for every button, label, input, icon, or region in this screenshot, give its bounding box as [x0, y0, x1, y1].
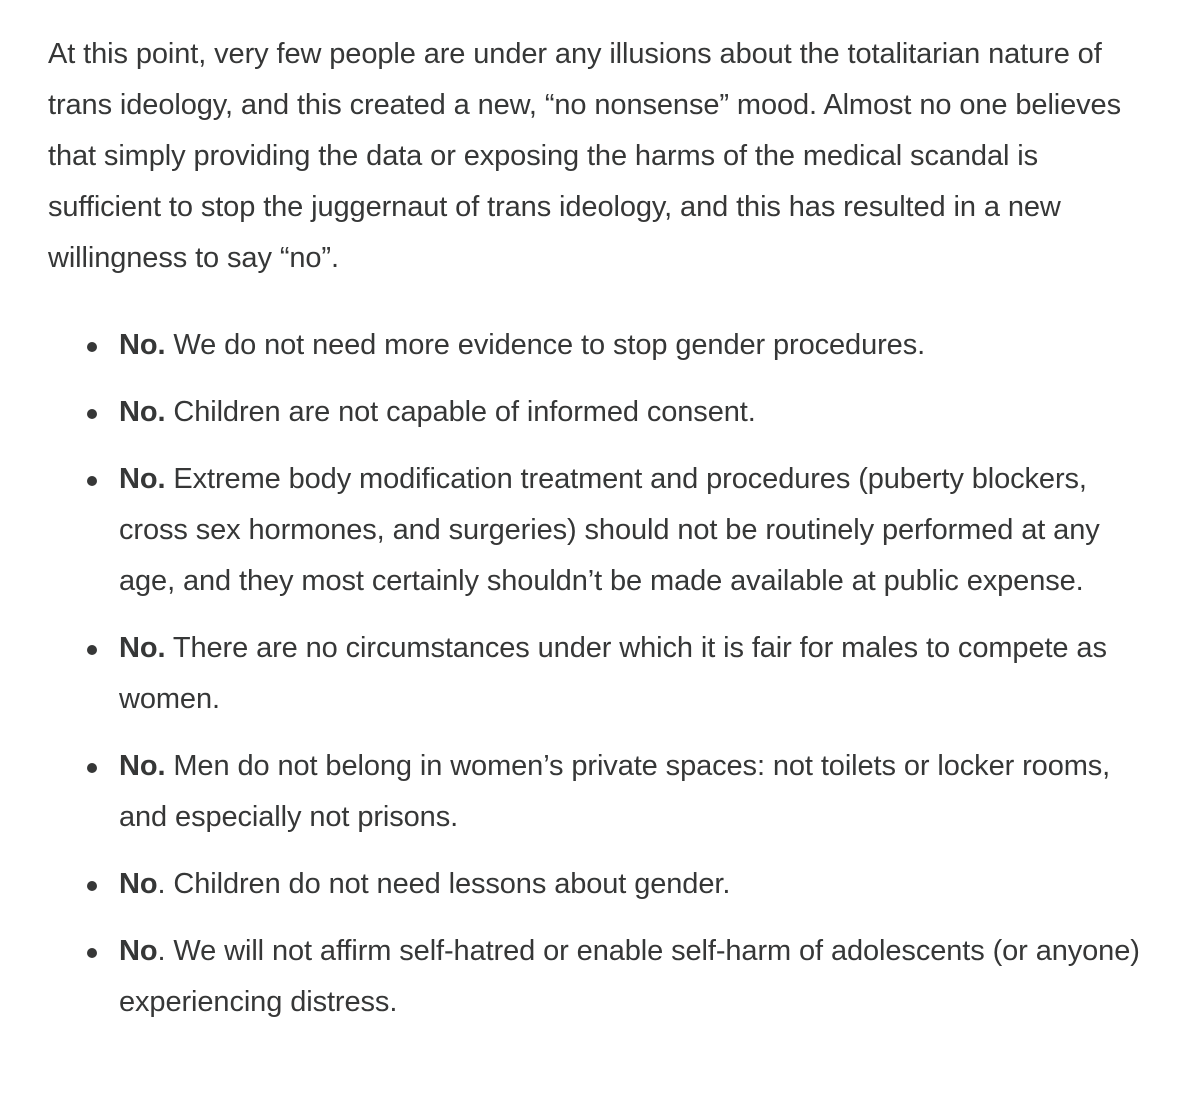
- item-text: We will not affirm self-hatred or enable self-harm of adolescents (or anyone) experiencing distress.: [119, 935, 1140, 1018]
- bullet-icon: [87, 409, 97, 419]
- item-text: There are no circumstances under which it is fair for males to compete as women.: [119, 632, 1107, 715]
- bold-no: No.: [119, 396, 166, 428]
- bold-no: No: [119, 935, 158, 967]
- item-text: Extreme body modification treatment and procedures (puberty blockers, cross sex hormones, and surgeries) should not be routinely performed at any age, and they most certainly shouldn’t be made available at public expense.: [119, 463, 1100, 597]
- bold-no: No.: [119, 329, 166, 361]
- bullet-icon: [87, 881, 97, 891]
- item-text: Children are not capable of informed consent.: [165, 396, 756, 428]
- bullet-icon: [87, 645, 97, 655]
- bullet-icon: [87, 948, 97, 958]
- list-item: [48, 320, 1140, 371]
- bullet-icon: [87, 342, 97, 352]
- list-item: [48, 623, 1140, 725]
- list-item: [48, 926, 1140, 1028]
- item-punct: .: [157, 935, 166, 967]
- item-punct: .: [157, 868, 166, 900]
- bold-no: No.: [119, 463, 166, 495]
- bullet-icon: [87, 476, 97, 486]
- intro-paragraph: At this point, very few people are under any illusions about the totalitarian nature of trans ideology, and this created a new, “no nonsense” mood. Almost no one believes that simply providing the data or exposing the harms of the medical scandal is sufficient to stop the juggernaut of trans ideology, and this has resulted in a new willingness to say “no”.: [48, 38, 1121, 274]
- no-list: [48, 320, 1140, 1028]
- list-item: [48, 454, 1140, 607]
- bullet-icon: [87, 763, 97, 773]
- bold-no: No.: [119, 750, 166, 782]
- list-item: [48, 741, 1140, 843]
- item-text: Children do not need lessons about gender.: [165, 868, 731, 900]
- bold-no: No.: [119, 632, 166, 664]
- item-text: Men do not belong in women’s private spaces: not toilets or locker rooms, and especially not prisons.: [119, 750, 1111, 833]
- bold-no: No: [119, 868, 158, 900]
- list-item: [48, 859, 1140, 910]
- list-item: [48, 387, 1140, 438]
- item-text: We do not need more evidence to stop gender procedures.: [165, 329, 926, 361]
